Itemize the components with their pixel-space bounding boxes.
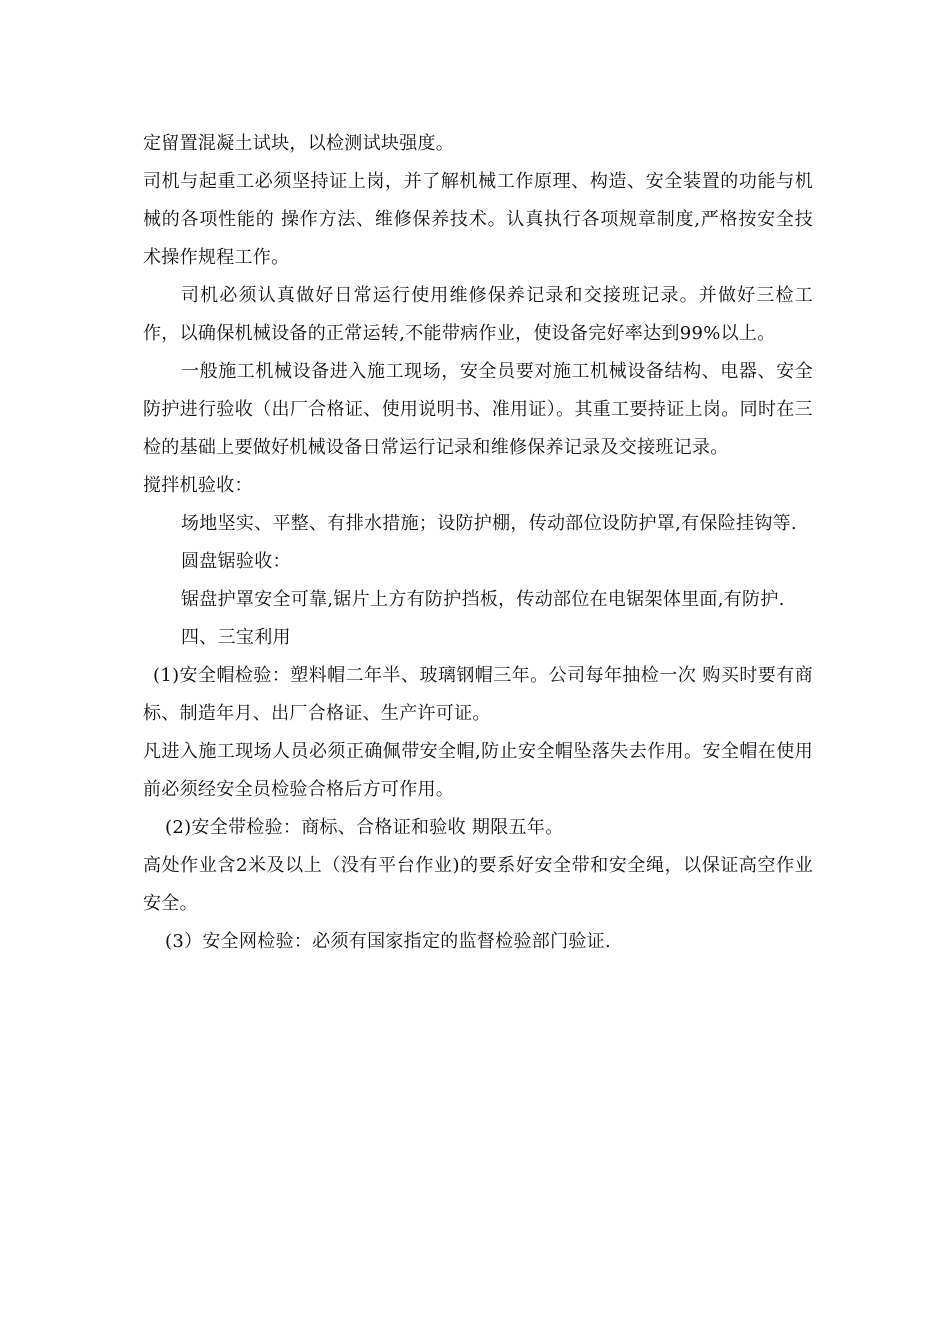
document-body	[143, 125, 813, 961]
paragraph-safety-net-inspection: (3）安全网检验：必须有国家指定的监督检验部门验证.	[165, 931, 611, 952]
paragraph-circular-saw-requirements: 锯盘护罩安全可靠,锯片上方有防护挡板，传动部位在电锯架体里面,有防护.	[181, 589, 785, 610]
section-heading-three-treasures: 四、三宝利用	[181, 627, 291, 648]
heading-circular-saw-acceptance: 圆盘锯验收：	[181, 551, 291, 572]
paragraph-safety-belt-inspection: (2)安全带检验：商标、合格证和验收 期限五年。	[165, 817, 564, 838]
paragraph-mixer-requirements: 场地坚实、平整、有排水措施；设防护棚，传动部位设防护罩,有保险挂钩等.	[181, 513, 797, 534]
heading-mixer-acceptance: 搅拌机验收：	[143, 475, 253, 496]
paragraph-helmet-usage: 凡进入施工现场人员必须正确佩带安全帽,防止安全帽坠落失去作用。安全帽在使用前必须经安全员检验合格后方可作用。	[143, 741, 813, 800]
paragraph-working-at-height: 高处作业含2米及以上（没有平台作业)的要系好安全带和安全绳，以保证高空作业安全。	[143, 855, 813, 914]
paragraph-helmet-inspection: (1)安全帽检验：塑料帽二年半、玻璃钢帽三年。公司每年抽检一次 购买时要有商标、制造年月、出厂合格证、生产许可证。	[143, 665, 813, 724]
paragraph-maintenance-records: 司机必须认真做好日常运行使用维修保养记录和交接班记录。并做好三检工作，以确保机械设备的正常运转,不能带病作业，使设备完好率达到99%以上。	[143, 285, 813, 344]
paragraph-concrete-sample: 定留置混凝土试块，以检测试块强度。	[143, 133, 455, 154]
paragraph-equipment-acceptance: 一般施工机械设备进入施工现场，安全员要对施工机械设备结构、电器、安全防护进行验收（出厂合格证、使用说明书、准用证）。其重工要持证上岗。同时在三检的基础上要做好机械设备日常运行记录和维修保养记录及交接班记录。	[143, 361, 813, 458]
paragraph-operator-certification: 司机与起重工必须坚持证上岗，并了解机械工作原理、构造、安全装置的功能与机械的各项性能的 操作方法、维修保养技术。认真执行各项规章制度,严格按安全技术操作规程工作。	[143, 171, 813, 268]
